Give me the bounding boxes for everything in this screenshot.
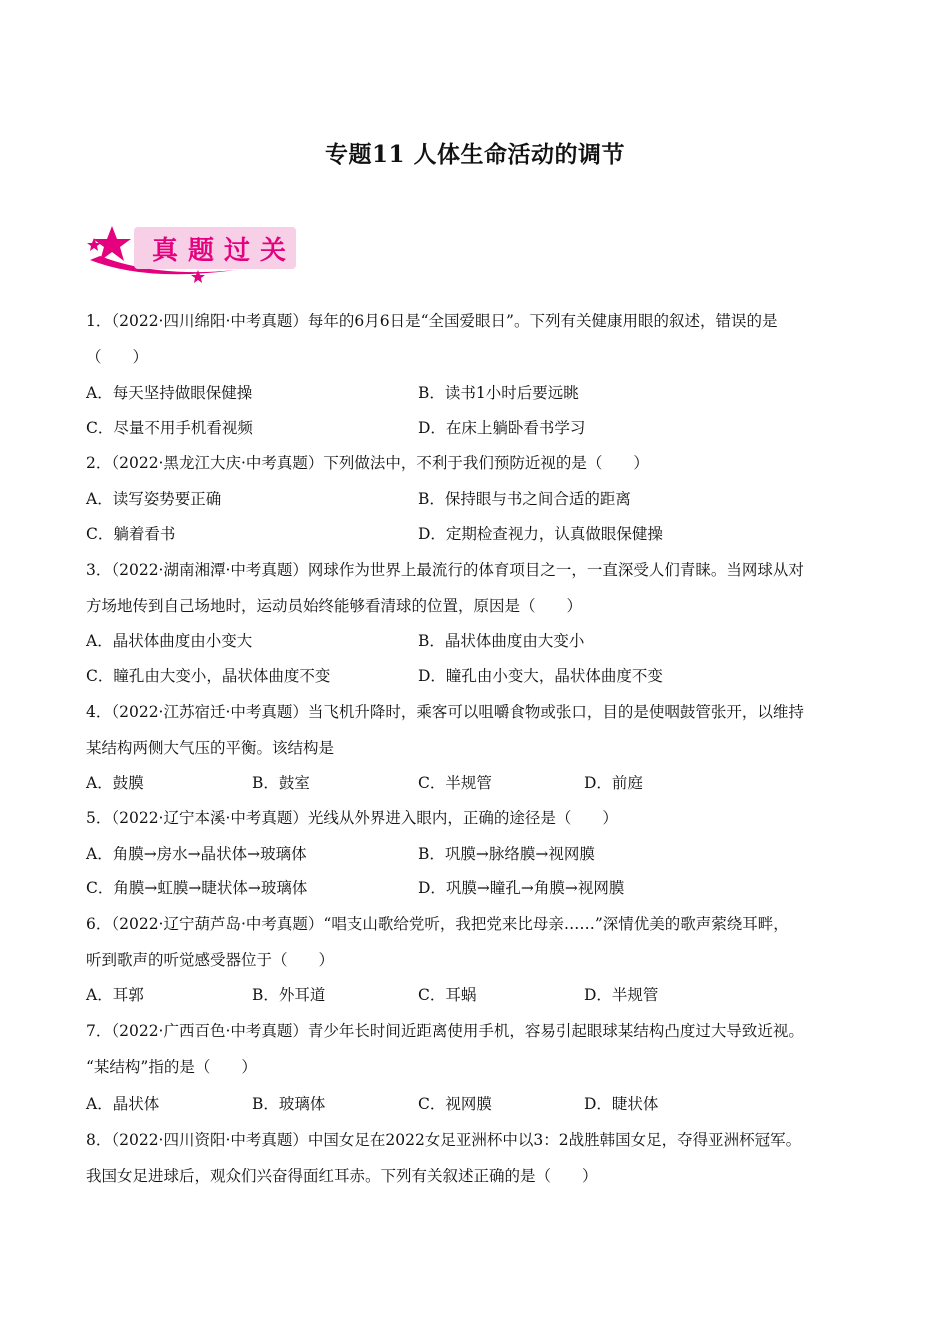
page-title: 专题11 人体生命活动的调节 [324, 141, 625, 168]
question-1-line-2: （ ） [86, 348, 149, 366]
question-7-line-2: “某结构”指的是（ ） [86, 1058, 257, 1076]
question-6-line-2: 听到歌声的听觉感受器位于（ ） [86, 951, 335, 969]
question-6-option-b: B．外耳道 [252, 986, 326, 1004]
question-7-option-b: B．玻璃体 [252, 1095, 326, 1113]
question-2-option-c: C．躺着看书 [86, 525, 176, 543]
question-5-line-1: 5．（2022·辽宁本溪·中考真题）光线从外界进入眼内，正确的途径是（ ） [86, 809, 618, 827]
question-8-line-2: 我国女足进球后，观众们兴奋得面红耳赤。下列有关叙述正确的是（ ） [86, 1167, 598, 1185]
question-3-line-1: 3．（2022·湖南湘潭·中考真题）网球作为世界上最流行的体育项目之一，一直深受人们青睐。当网球从对 [86, 561, 804, 579]
question-3-option-c: C．瞳孔由大变小，晶状体曲度不变 [86, 667, 331, 685]
question-5-option-d: D．巩膜→瞳孔→角膜→视网膜 [418, 879, 625, 897]
banner-label: 真题过关 [152, 236, 297, 266]
question-1-option-b: B．读书1小时后要远眺 [418, 384, 579, 402]
question-1-line-1: 1．（2022·四川绵阳·中考真题）每年的6月6日是“全国爱眼日”。下列有关健康用眼的叙述，错误的是 [86, 312, 778, 330]
question-1-option-a: A．每天坚持做眼保健操 [86, 384, 253, 402]
section-banner [86, 220, 301, 284]
question-4-option-c: C．半规管 [418, 774, 492, 792]
question-2-line-1: 2．（2022·黑龙江大庆·中考真题）下列做法中，不利于我们预防近视的是（ ） [86, 454, 649, 472]
question-5-option-b: B．巩膜→脉络膜→视网膜 [418, 845, 595, 863]
question-7-option-a: A．晶状体 [86, 1095, 160, 1113]
question-6-option-a: A．耳郭 [86, 986, 144, 1004]
question-4-option-a: A．鼓膜 [86, 774, 144, 792]
question-1-option-c: C．尽量不用手机看视频 [86, 419, 253, 437]
question-4-option-d: D．前庭 [584, 774, 643, 792]
question-7-option-c: C．视网膜 [418, 1095, 492, 1113]
question-1-option-d: D．在床上躺卧看书学习 [418, 419, 586, 437]
question-4-line-2: 某结构两侧大气压的平衡。该结构是 [86, 739, 335, 757]
question-3-option-b: B．晶状体曲度由大变小 [418, 632, 585, 650]
question-2-option-b: B．保持眼与书之间合适的距离 [418, 490, 631, 508]
question-5-option-a: A．角膜→房水→晶状体→玻璃体 [86, 845, 307, 863]
question-2-option-a: A．读写姿势要正确 [86, 490, 222, 508]
question-4-option-b: B．鼓室 [252, 774, 310, 792]
question-3-option-a: A．晶状体曲度由小变大 [86, 632, 253, 650]
question-6-option-d: D．半规管 [584, 986, 659, 1004]
question-3-line-2: 方场地传到自己场地时，运动员始终能够看清球的位置，原因是（ ） [86, 597, 583, 615]
question-3-option-d: D．瞳孔由小变大，晶状体曲度不变 [418, 667, 663, 685]
question-6-line-1: 6．（2022·辽宁葫芦岛·中考真题）“唱支山歌给党听，我把党来比母亲……”深情优美的歌声萦绕耳畔， [86, 915, 789, 933]
question-7-line-1: 7．（2022·广西百色·中考真题）青少年长时间近距离使用手机，容易引起眼球某结构凸度过大导致近视。 [86, 1022, 804, 1040]
question-5-option-c: C．角膜→虹膜→睫状体→玻璃体 [86, 879, 308, 897]
question-7-option-d: D．睫状体 [584, 1095, 659, 1113]
question-2-option-d: D．定期检查视力，认真做眼保健操 [418, 525, 663, 543]
question-4-line-1: 4．（2022·江苏宿迁·中考真题）当飞机升降时，乘客可以咀嚼食物或张口，目的是使咽鼓管张开，以维持 [86, 703, 804, 721]
question-6-option-c: C．耳蜗 [418, 986, 477, 1004]
question-8-line-1: 8．（2022·四川资阳·中考真题）中国女足在2022女足亚洲杯中以3：2战胜韩国女足，夺得亚洲杯冠军。 [86, 1131, 802, 1149]
